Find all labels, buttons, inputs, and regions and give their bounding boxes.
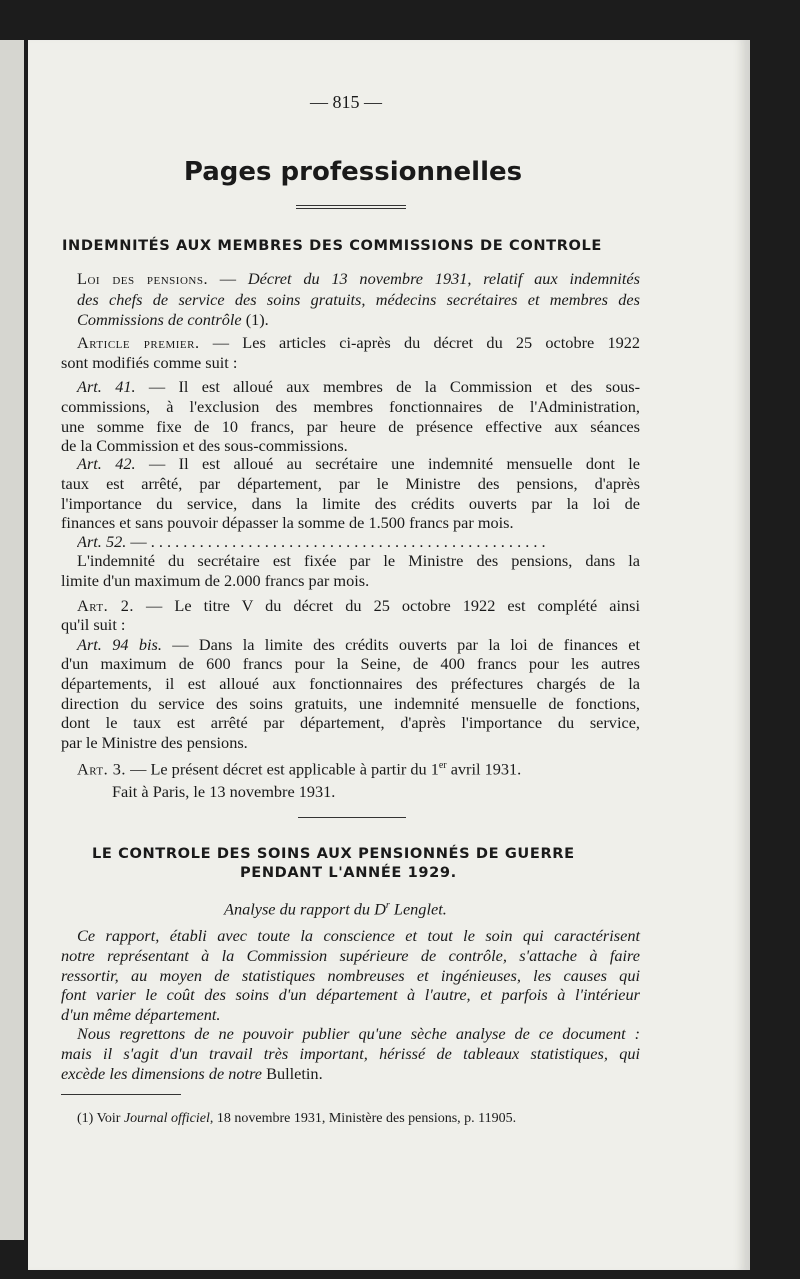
intro-line-2: des chefs de service des soins gratuits, médecins secrétaires et membres des [77,290,640,309]
art94-line-2: d'un maximum de 600 francs pour la Seine, de 400 francs pour les autres [61,654,640,673]
report-p2-bulletin: Bulletin. [262,1064,323,1083]
art94-line-1 [77,635,640,655]
art94-text-1: — Dans la limite des crédits ouverts par la loi de finances et [161,635,640,654]
report-p1-line-3: ressortir, au moyen de statistiques nombreuses et ingénieuses, les causes qui [61,966,640,985]
footnote-c: , 18 novembre 1931, Ministère des pensions, p. 11905. [209,1111,517,1126]
art-premier-line-2: sont modifiés comme suit : [61,353,238,372]
art41-lead: Art. 41. [77,377,136,396]
art94-line-6: par le Ministre des pensions. [61,733,248,752]
art3-line [77,756,521,779]
report-p2-line-2: mais il s'agit d'un travail très important, hérissé de tableaux statistiques, qui [61,1044,640,1063]
art2-line-2: qu'il suit : [61,615,126,634]
intro-line-1 [77,269,640,289]
section-divider [298,817,406,818]
analysis-subtitle-sup: r [385,900,390,911]
art52-line-1 [77,532,640,552]
art94-line-3: départements, il est alloué aux fonctionnaires des préfectures chargés de la [61,674,640,693]
report-p2-line-1: Nous regrettons de ne pouvoir publier qu'une sèche analyse de ce document : [77,1024,640,1043]
art42-line-1 [77,454,640,474]
report-p2-text-3: excède les dimensions de notre [61,1064,263,1083]
art2-lead: Art. 2. [77,596,134,615]
footnote [77,1109,516,1129]
analysis-subtitle [224,896,447,919]
art3-lead: Art. 3. [77,759,127,779]
art42-line-2: taux est arrêté, par département, par le Ministre des pensions, d'après [61,474,640,493]
art-premier-lead: Article premier. [77,333,200,352]
intro-lead: Loi des pensions. [77,269,209,288]
intro-sep: — [208,269,248,288]
art41-line-1 [77,377,640,397]
art52-lead: Art. 52. [77,532,127,551]
section-heading-controle: LE CONTROLE DES SOINS AUX PENSIONNÉS DE GUERRE [92,845,575,862]
footnote-journal: Journal officiel [123,1111,210,1126]
art41-line-4: de la Commission et des sous-commissions. [61,436,348,455]
book-page [28,40,750,1270]
signed-line: Fait à Paris, le 13 novembre 1931. [112,782,336,801]
art41-line-2: commissions, à l'exclusion des membres fonctionnaires de l'Administration, [61,397,640,416]
report-p1-line-2: notre représentant à la Commission supérieure de contrôle, s'attache à faire [61,946,640,965]
report-p1-line-1: Ce rapport, établi avec toute la conscience et tout le soin qui caractérisent [77,926,640,945]
title-underline-2 [296,208,406,209]
analysis-subtitle-a: Analyse du rapport du D [224,899,386,919]
art52-dots: — . . . . . . . . . . . . . . . . . . . . . . . . . . . . . . . . . . . . . . . . . . . . . . . . . [126,532,546,551]
section-heading-controle-2: PENDANT L'ANNÉE 1929. [240,864,457,881]
art41-text-1: — Il est alloué aux membres de la Commission et des sous- [135,377,640,396]
intro-note-ref: (1). [241,310,269,329]
art3-sup: er [438,760,447,771]
intro-text-3: Commissions de contrôle [77,310,242,329]
page-title: Pages professionnelles [183,157,523,187]
intro-line-3 [77,310,269,330]
art2-line-1 [77,596,640,616]
report-p1-line-5: d'un même département. [61,1005,221,1024]
art41-line-3: une somme fixe de 10 francs, par heure de présence effective aux séances [61,417,640,436]
intro-text-1: Décret du 13 novembre 1931, relatif aux indemnités [247,269,640,288]
footnote-rule [61,1094,181,1095]
art-premier-text-1: — Les articles ci-après du décret du 25 octobre 1922 [199,333,641,352]
art2-text-1: — Le titre V du décret du 25 octobre 1922 est complété ainsi [134,596,640,615]
art3-text-a: — Le présent décret est applicable à partir du 1 [126,759,439,779]
art52-line-2: L'indemnité du secrétaire est fixée par le Ministre des pensions, dans la [77,551,640,570]
report-p1-line-4: font varier le coût des soins d'un département à l'autre, et parfois à l'intérieur [61,985,640,1004]
art42-lead: Art. 42. [77,454,136,473]
art-premier-line-1 [77,333,640,353]
analysis-subtitle-b: Lenglet. [389,899,447,919]
art3-text-b: avril 1931. [446,759,522,779]
section-heading-indemnites: INDEMNITÉS AUX MEMBRES DES COMMISSIONS DE CONTROLE [62,237,603,254]
report-p2-line-3 [61,1064,323,1084]
art42-line-4: finances et sans pouvoir dépasser la somme de 1.500 francs par mois. [61,513,514,532]
art94-line-5: dont le taux est arrêté par département, d'après l'importance du service, [61,713,640,732]
art94-line-4: direction du service des soins gratuits, une indemnité mensuelle de fonctions, [61,694,640,713]
book-gutter [0,40,24,1240]
title-underline [296,205,406,206]
art42-text-1: — Il est alloué au secrétaire une indemnité mensuelle dont le [135,454,640,473]
art94-lead: Art. 94 bis. [77,635,162,654]
art52-line-3: limite d'un maximum de 2.000 francs par mois. [61,571,370,590]
page-number: — 815 — [310,92,382,112]
art42-line-3: l'importance du service, dans la limite des crédits ouverts par la loi de [61,494,640,513]
footnote-a: (1) Voir [77,1111,124,1126]
